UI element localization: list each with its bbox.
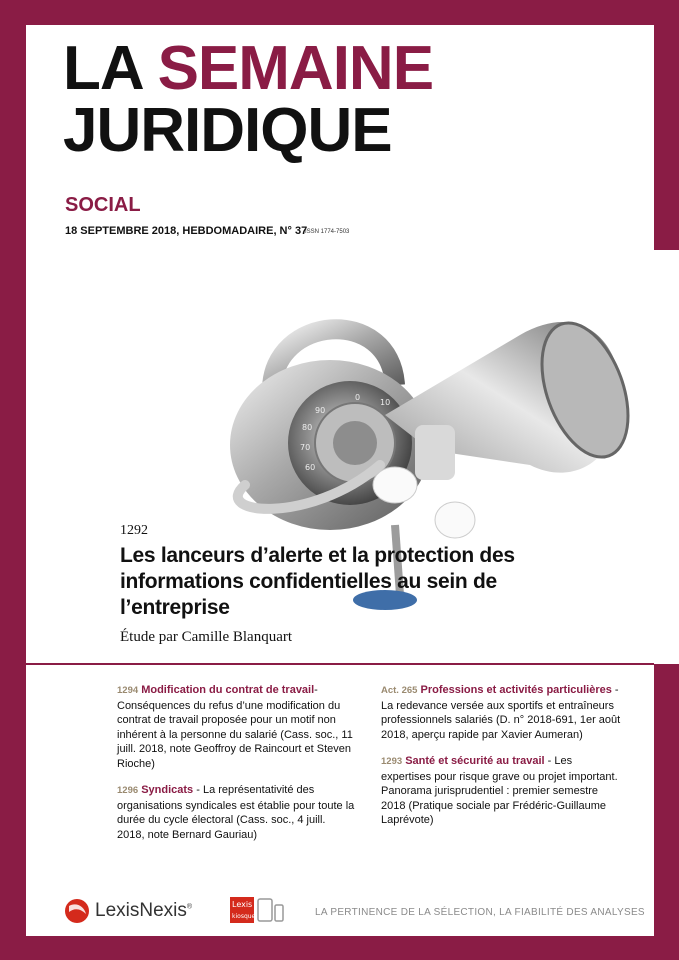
entry-title: Modification du contrat de travail [141,684,315,696]
dial-number: 80 [302,423,313,432]
dial-number: 60 [305,463,316,472]
section-label: SOCIAL [65,194,141,216]
contents-entry[interactable] [117,683,355,771]
lexisnexis-brand [95,900,192,922]
masthead-semaine: SEMAINE [157,34,434,103]
issue-line: 18 SEPTEMBRE 2018, HEBDOMADAIRE, N° 37 [65,225,308,237]
entry-ref: 1293 [381,756,403,767]
contents-column-right [381,683,621,840]
tagline: LA PERTINENCE DE LA SÉLECTION, LA FIABILITÉ DES ANALYSES [315,907,645,918]
masthead [63,34,434,165]
lexisnexis-logo-icon [64,898,92,924]
feature-author: Étude par Camille Blanquart [120,629,293,645]
lexis-kiosque-icon [230,896,284,924]
feature-number: 1292 [120,523,148,538]
dial-number: 0 [355,393,361,402]
kiosque-label-top: Lexis [232,900,253,909]
megaphone-handle [415,425,455,480]
dial-center [333,421,377,465]
masthead-la: LA [63,34,158,103]
brand-mark: ® [186,903,193,911]
divider [26,663,654,665]
dial-number: 10 [380,398,391,407]
entry-title: Santé et sécurité au travail [405,755,545,767]
dial-number: 90 [315,406,326,415]
entry-text: - Conséquences du refus d’une modification du contrat de travail proposée pour un motif non inhérent à la personne du salarié (Cass. soc., 11 juill. 2018, note Geoffroy de Raincourt et Steven Rioche) [117,684,353,770]
entry-ref: Act. 265 [381,685,418,696]
brand-name: LexisNexis [95,900,187,921]
contents-entry[interactable] [381,754,621,828]
kiosque-label-bottom: kiosque [232,913,256,920]
dial-number: 70 [300,443,311,452]
entry-text: - La redevance versée aux sportifs et entraîneurs professionnels salariés (D. n° 2018-691, 1er août 2018, aperçu rapide par Xavier Aumeran) [381,684,621,741]
contents-entry[interactable] [381,683,621,742]
entry-ref: 1296 [117,785,139,796]
feature-title: Les lanceurs d’alerte et la protection des informations confidentielles au sein de l’entreprise [120,544,515,619]
masthead-juridique: JURIDIQUE [63,96,392,165]
issn: ISSN 1774-7503 [305,229,350,235]
phone-icon [275,905,283,921]
feature-article[interactable] [120,523,590,646]
contents-entry[interactable] [117,783,355,842]
entry-ref: 1294 [117,685,139,696]
entry-text: - Les expertises pour risque grave ou projet important. Panorama jurisprudentiel : premier semestre 2018 (Pratique sociale par Frédéric-Guillaume Laprévote) [381,755,618,826]
entry-title: Professions et activités particulières [420,684,612,696]
contents-column-left [117,683,355,854]
tablet-icon [258,899,272,921]
entry-title: Syndicats [141,784,194,796]
white-glove-right [373,467,417,503]
entry-text: - La représentativité des organisations syndicales est établie pour toute la durée du cycle électoral (Cass. soc., 4 juill. 2018, note Bernard Gauriau) [117,784,355,841]
masthead-line-1 [63,34,434,103]
